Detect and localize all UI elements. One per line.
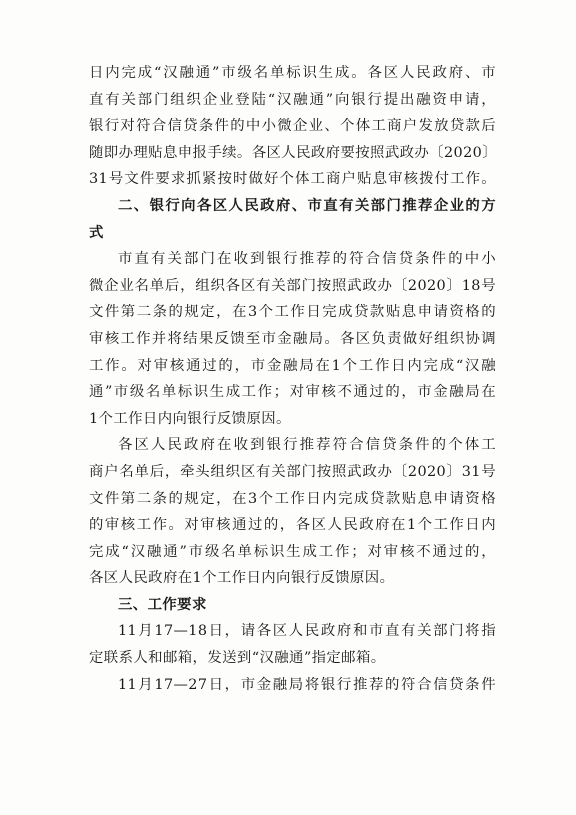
- text-line: 的审核工作。对审核通过的，各区人民政府在1个工作日内: [89, 517, 496, 534]
- text-line: 各区人民政府在收到银行推荐符合信贷条件的个体工: [118, 437, 496, 454]
- text-line: 商户名单后，牵头组织区有关部门按照武政办〔2020〕31号: [89, 463, 496, 480]
- text-line: 11月17—18日，请各区人民政府和市直有关部门将指: [118, 623, 496, 640]
- heading-line: 式: [89, 224, 104, 241]
- text-line: 微企业名单后，组织各区有关部门按照武政办〔2020〕18号: [89, 277, 496, 294]
- document-body: [89, 60, 496, 698]
- text-line: 1个工作日内向银行反馈原因。: [89, 410, 291, 427]
- paragraph-2: [89, 246, 496, 432]
- text-line: 文件第二条的规定，在3个工作日内完成贷款贴息申请资格: [89, 490, 496, 507]
- text-line: 31号文件要求抓紧按时做好个体工商户贴息审核拨付工作。: [89, 171, 496, 188]
- heading-line: 二、银行向各区人民政府、市直有关部门推荐企业的方: [118, 197, 496, 214]
- text-line: 各区人民政府在1个工作日内向银行反馈原因。: [89, 570, 395, 587]
- text-line: 市直有关部门在收到银行推荐的符合信贷条件的中小: [118, 251, 496, 268]
- text-line: 审核工作并将结果反馈至市金融局。各区负责做好组织协调: [89, 330, 496, 347]
- text-line: 银行对符合信贷条件的中小微企业、个体工商户发放贷款后: [89, 118, 496, 135]
- text-line: 定联系人和邮箱，发送到“汉融通”指定邮箱。: [89, 650, 386, 667]
- text-line: 直有关部门组织企业登陆“汉融通”向银行提出融资申请，: [89, 91, 496, 108]
- paragraph-3: [89, 432, 496, 592]
- paragraph-4: [89, 618, 496, 671]
- section-heading-2: [89, 193, 496, 246]
- paragraph-5: [89, 672, 496, 699]
- text-line: 11月17—27日，市金融局将银行推荐的符合信贷条件: [118, 676, 496, 693]
- section-heading-3: 三、工作要求: [118, 596, 207, 613]
- text-line: 日内完成“汉融通”市级名单标识生成。各区人民政府、市: [89, 65, 496, 81]
- text-line: 随即办理贴息申报手续。各区人民政府要按照武政办〔2020〕: [89, 144, 497, 161]
- text-line: 完成“汉融通”市级名单标识生成工作；对审核不通过的，: [89, 543, 496, 560]
- text-line: 工作。对审核通过的，市金融局在1个工作日内完成“汉融: [89, 357, 496, 374]
- paragraph-1: [89, 60, 496, 193]
- text-line: 通”市级名单标识生成工作；对审核不通过的，市金融局在: [89, 384, 496, 401]
- text-line: 文件第二条的规定，在3个工作日完成贷款贴息申请资格的: [89, 304, 496, 321]
